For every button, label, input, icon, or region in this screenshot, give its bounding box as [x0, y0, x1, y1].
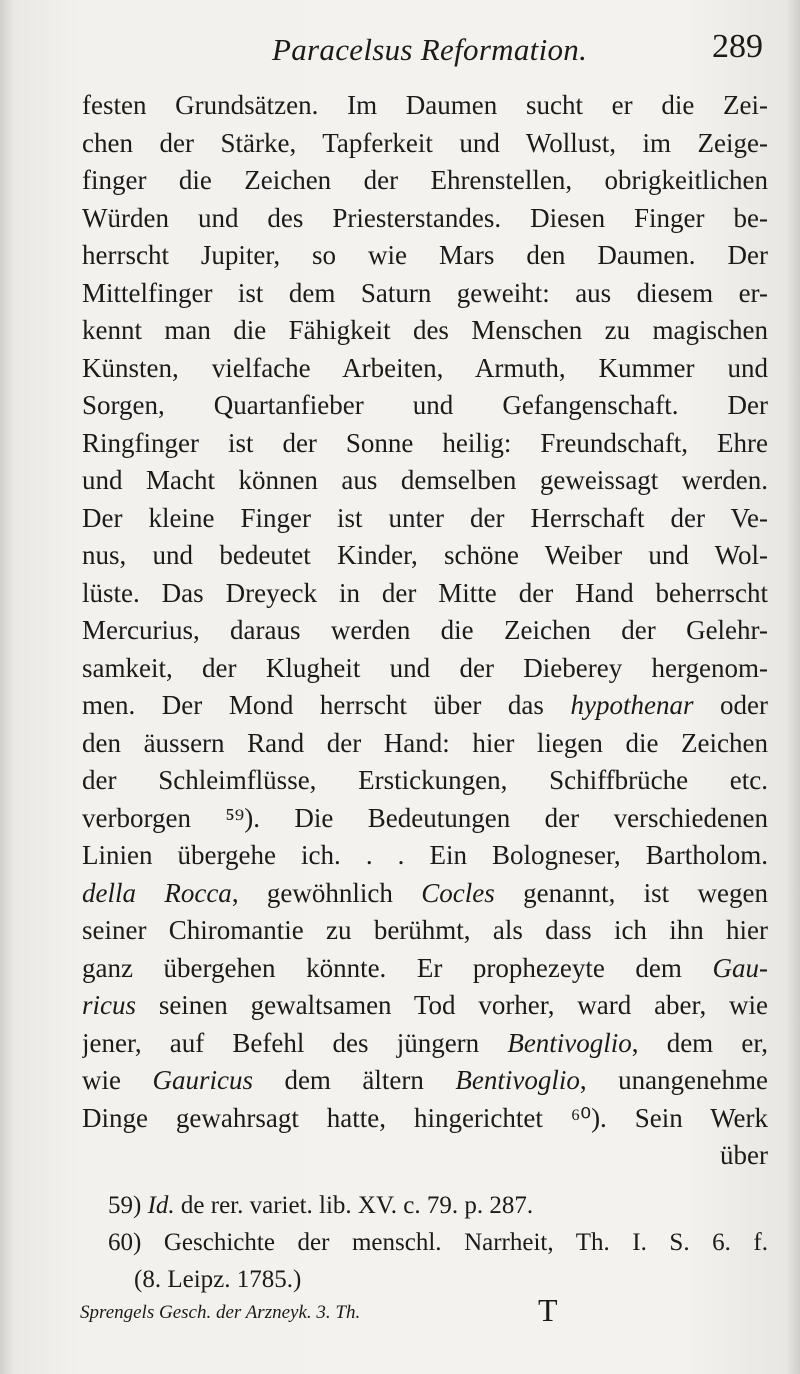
- text-line: festen Grundsätzen. Im Daumen sucht er die Zei-: [82, 90, 768, 120]
- text-line: ganz übergehen könnte. Er prophezeyte dem Gau-: [82, 952, 768, 983]
- text-line: nus, und bedeutet Kinder, schöne Weiber und Wol-: [82, 540, 768, 570]
- signature-line: Sprengels Gesch. der Arzneyk. 3. Th.: [80, 1302, 361, 1323]
- text-line: ricus seinen gewaltsamen Tod vorher, ward aber, wie: [82, 990, 768, 1020]
- text-line: Mittelfinger ist dem Saturn geweiht: aus diesem er-: [82, 277, 768, 308]
- text-line: samkeit, der Klugheit und der Dieberey hergenom-: [82, 652, 768, 683]
- text-line: kennt man die Fähigkeit des Menschen zu magischen: [82, 315, 768, 345]
- catchword: über: [720, 1140, 768, 1170]
- footnote-60: 60) Geschichte der menschl. Narrheit, Th. I. S. 6. f.: [108, 1229, 768, 1256]
- text-line: della Rocca, gewöhnlich Cocles genannt, ist wegen: [82, 877, 768, 908]
- footnote-60-continuation: (8. Leipz. 1785.): [134, 1266, 302, 1293]
- running-title: Paracelsus Reformation.: [272, 32, 588, 67]
- signature-mark: T: [538, 1292, 558, 1328]
- text-line: den äussern Rand der Hand: hier liegen die Zeichen: [82, 727, 768, 758]
- text-line: lüste. Das Dreyeck in der Mitte der Hand beherrscht: [82, 577, 768, 608]
- text-line: Ringfinger ist der Sonne heilig: Freundschaft, Ehre: [82, 427, 768, 458]
- text-line: Würden und des Priesterstandes. Diesen Finger be-: [82, 202, 768, 233]
- right-edge-shadow: [786, 0, 800, 1374]
- text-line: verborgen ⁵⁹). Die Bedeutungen der verschiedenen: [82, 802, 768, 833]
- footnote-59: 59) Id. de rer. variet. lib. XV. c. 79. p. 287.: [108, 1192, 534, 1219]
- text-line: Mercurius, daraus werden die Zeichen der Gelehr-: [82, 615, 768, 645]
- text-line: Künsten, vielfache Arbeiten, Armuth, Kummer und: [82, 352, 768, 383]
- text-line: Der kleine Finger ist unter der Herrschaft der Ve-: [82, 502, 768, 533]
- text-line: der Schleimflüsse, Erstickungen, Schiffbrüche etc.: [82, 765, 768, 795]
- page-header: [0, 26, 800, 76]
- page-number: 289: [712, 28, 763, 65]
- text-line: Linien übergehe ich. . . Ein Bologneser, Bartholom.: [82, 840, 768, 870]
- text-line: Sorgen, Quartanfieber und Gefangenschaft. Der: [82, 390, 768, 420]
- left-edge-shadow: [0, 0, 14, 1374]
- text-line: finger die Zeichen der Ehrenstellen, obrigkeitlichen: [82, 165, 768, 195]
- text-line: chen der Stärke, Tapferkeit und Wollust, im Zeige-: [82, 127, 768, 158]
- text-line: und Macht können aus demselben geweissagt werden.: [82, 465, 768, 495]
- text-line: herrscht Jupiter, so wie Mars den Daumen. Der: [82, 240, 768, 270]
- text-line: wie Gauricus dem ältern Bentivoglio, unangenehme: [82, 1065, 768, 1095]
- text-line: jener, auf Befehl des jüngern Bentivoglio, dem er,: [82, 1027, 768, 1058]
- text-line: men. Der Mond herrscht über das hypothenar oder: [82, 690, 768, 720]
- text-line: Dinge gewahrsagt hatte, hingerichtet ⁶⁰). Sein Werk: [82, 1102, 768, 1133]
- text-line: seiner Chiromantie zu berühmt, als dass ich ihn hier: [82, 915, 768, 945]
